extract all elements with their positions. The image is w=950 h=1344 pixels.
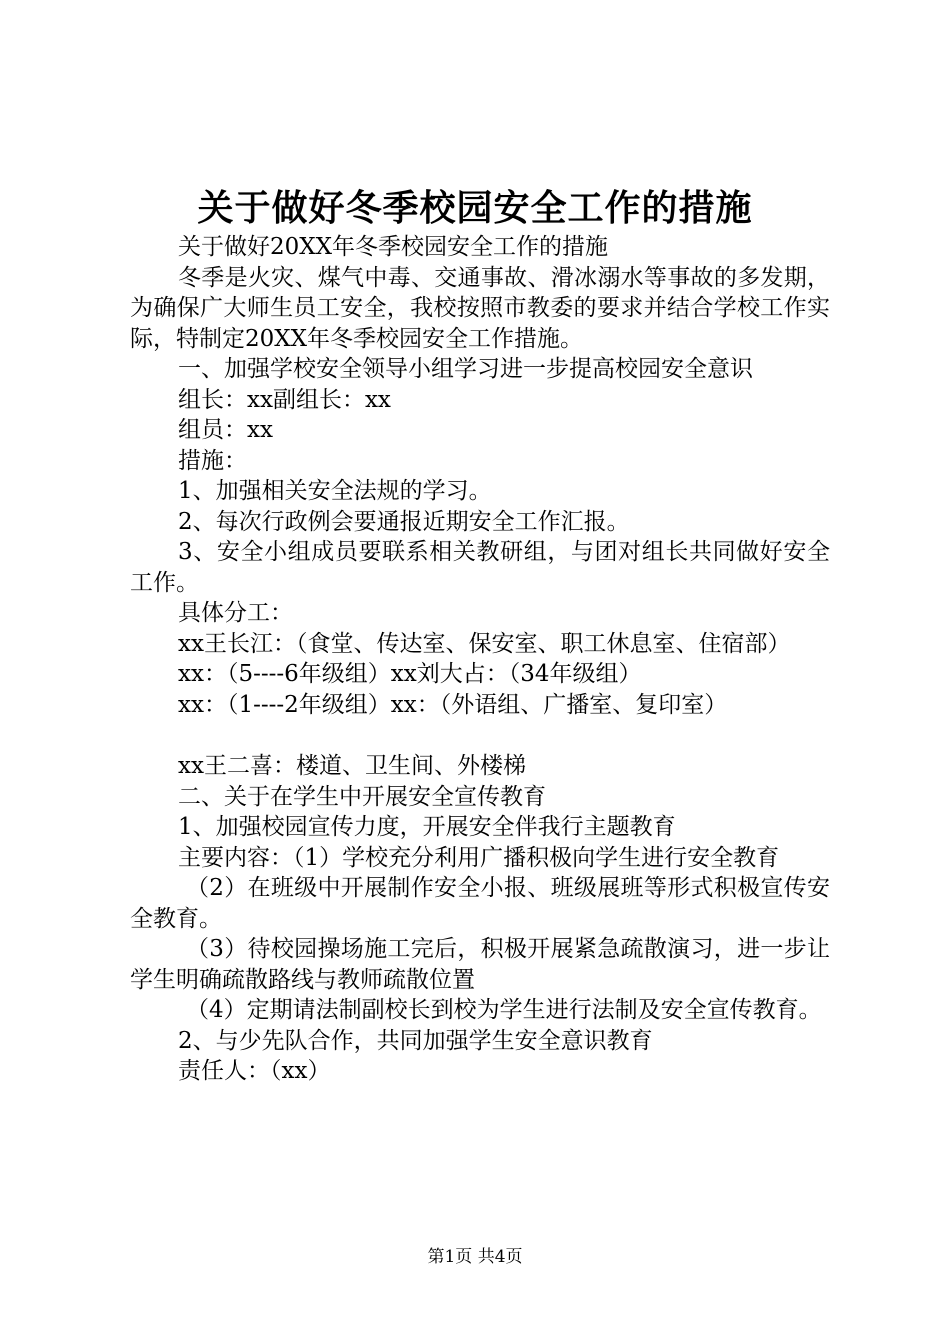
paragraph-assignment: xx：（5----6年级组）xx刘大占：（34年级组）: [178, 661, 642, 687]
list-item: 1、加强相关安全法规的学习。: [178, 478, 492, 504]
list-item: 1、加强校园宣传力度，开展安全伴我行主题教育: [178, 814, 676, 840]
paragraph-assignment: xx王长江：（食堂、传达室、保安室、职工休息室、住宿部）: [178, 630, 791, 657]
paragraph-measures-label: 措施：: [178, 447, 247, 474]
document-title: 关于做好冬季校园安全工作的措施: [197, 187, 753, 229]
paragraph-division-label: 具体分工：: [178, 600, 293, 626]
paragraph-intro: 冬季是火灾、煤气中毒、交通事故、滑冰溺水等事故的多发期，为确保广大师生员工安全，我校按照市教委的要求并结合学校工作实际，特制定20XX年冬季校园安全工作措施。: [130, 264, 830, 352]
list-item: 3、安全小组成员要联系相关教研组，与团对组长共同做好安全工作。: [130, 539, 830, 596]
paragraph-main-content: 主要内容：（1）学校充分利用广播积极向学生进行安全教育: [178, 844, 780, 871]
list-item: （4）定期请法制副校长到校为学生进行法制及安全宣传教育。: [186, 997, 822, 1023]
list-item: 2、每次行政例会要通报近期安全工作汇报。: [178, 508, 630, 535]
blank-line: [130, 720, 830, 751]
paragraph-responsible: 责任人：（xx）: [178, 1058, 331, 1084]
list-item: （3）待校园操场施工完后，积极开展紧急疏散演习，进一步让学生明确疏散路线与教师疏散位置: [130, 936, 830, 993]
paragraph-leader: 组长：xx副组长：xx: [178, 386, 391, 413]
page-footer: 第1页 共4页: [427, 1247, 523, 1267]
section-heading-1: 一、加强学校安全领导小组学习进一步提高校园安全意识: [178, 356, 753, 382]
list-item: 2、与少先队合作，共同加强学生安全意识教育: [178, 1027, 653, 1054]
section-heading-2: 二、关于在学生中开展安全宣传教育: [178, 783, 546, 810]
paragraph-assignment: xx：（1----2年级组）xx：（外语组、广播室、复印室）: [178, 691, 728, 718]
document-body: [130, 232, 830, 1087]
paragraph-members: 组员：xx: [178, 417, 273, 443]
paragraph-assignment: xx王二喜：楼道、卫生间、外楼梯: [178, 753, 526, 779]
paragraph-subtitle: 关于做好20XX年冬季校园安全工作的措施: [178, 234, 609, 260]
list-item: （2）在班级中开展制作安全小报、班级展班等形式积极宣传安全教育。: [130, 875, 830, 932]
